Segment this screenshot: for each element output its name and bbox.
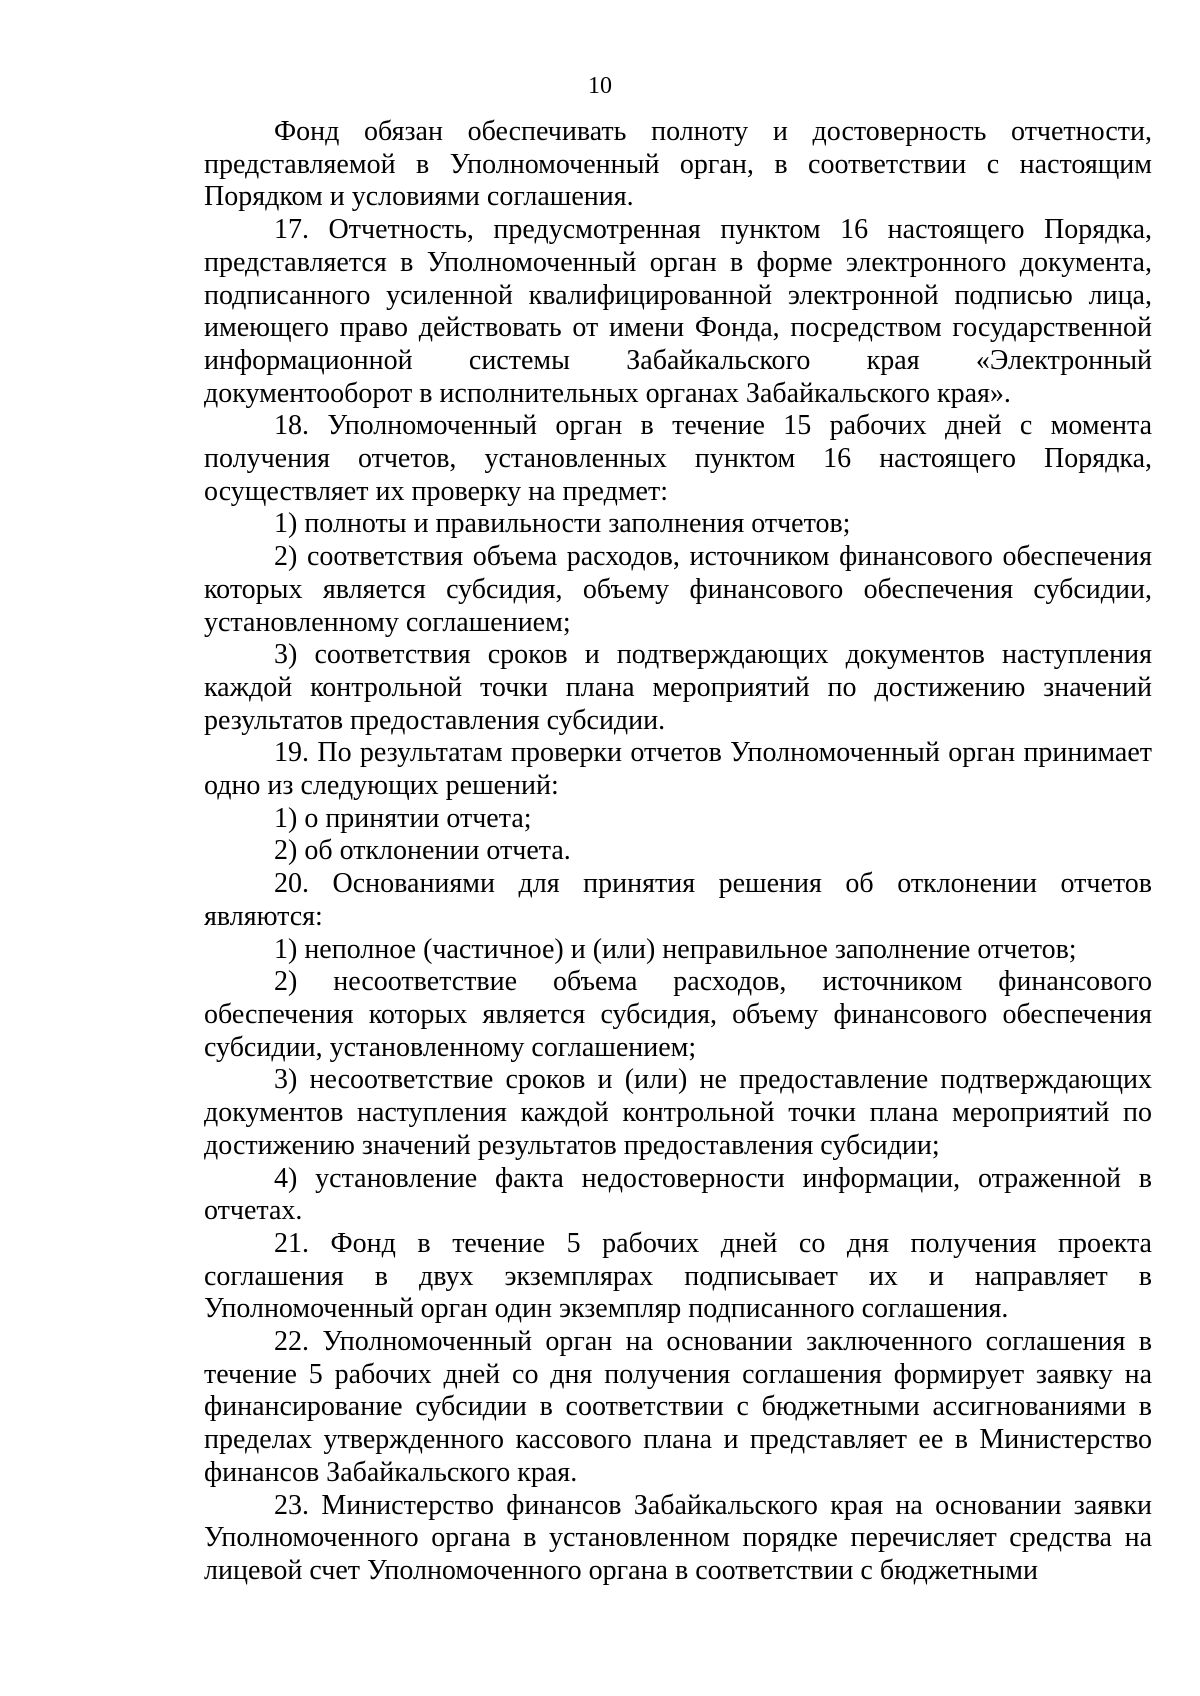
list-item-19-2: 2) об отклонении отчета.: [274, 835, 571, 867]
document-body: [204, 116, 1152, 1588]
paragraph-19: 19. По результатам проверки отчетов Уполномоченный орган принимает одно из следующих решений:: [204, 737, 1152, 802]
paragraph-23: 23. Министерство финансов Забайкальского края на основании заявки Уполномоченного органа в установленном порядке перечисляет средства на лицевой счет Уполномоченного органа в соответствии с бюджетными: [204, 1489, 1152, 1586]
page-number: 10: [588, 73, 612, 99]
list-item-19-1: 1) о принятии отчета;: [274, 802, 532, 834]
list-item-20-2: 2) несоответствие объема расходов, источником финансового обеспечения которых является субсидия, объему финансового обеспечения субсидии, установленному соглашением;: [204, 966, 1152, 1063]
list-item-20-3: 3) несоответствие сроков и (или) не предоставление подтверждающих документов наступления каждой контрольной точки плана мероприятий по достижению значений результатов предоставления субсидии;: [204, 1064, 1152, 1161]
list-item-20-1: 1) неполное (частичное) и (или) неправильное заполнение отчетов;: [274, 933, 1077, 965]
paragraph-21: 21. Фонд в течение 5 рабочих дней со дня получения проекта соглашения в двух экземплярах подписывает их и направляет в Уполномоченный орган один экземпляр подписанного соглашения.: [204, 1227, 1152, 1325]
paragraph-fund-reporting-obligation: Фонд обязан обеспечивать полноту и достоверность отчетности, представляемой в Уполномоченный орган, в соответствии с настоящим Порядком и условиями соглашения.: [204, 116, 1152, 213]
list-item-20-4: 4) установление факта недостоверности информации, отраженной в отчетах.: [204, 1162, 1152, 1227]
paragraph-22: 22. Уполномоченный орган на основании заключенного соглашения в течение 5 рабочих дней со дня получения соглашения формирует заявку на финансирование субсидии в соответствии с бюджетными ассигнованиями в пределах утвержденного кассового плана и представляет ее в Министерство финансов Забайкальского края.: [204, 1326, 1152, 1488]
list-item-18-3: 3) соответствия сроков и подтверждающих документов наступления каждой контрольной точки плана мероприятий по достижению значений результатов предоставления субсидии.: [204, 639, 1152, 736]
paragraph-18: 18. Уполномоченный орган в течение 15 рабочих дней с момента получения отчетов, установленных пунктом 16 настоящего Порядка, осуществляет их проверку на предмет:: [204, 410, 1152, 507]
paragraph-20: 20. Основаниями для принятия решения об отклонении отчетов являются:: [204, 868, 1152, 932]
list-item-18-1: 1) полноты и правильности заполнения отчетов;: [274, 508, 851, 540]
paragraph-17: 17. Отчетность, предусмотренная пунктом 16 настоящего Порядка, представляется в Уполномоченный орган в форме электронного документа, подписанного усиленной квалифицированной электронной подписью лица, имеющего право действовать от имени Фонда, посредством государственной информационной системы Забайкальского края «Электронный документооборот в исполнительных органах Забайкальского края».: [204, 214, 1152, 409]
list-item-18-2: 2) соответствия объема расходов, источником финансового обеспечения которых является субсидия, объему финансового обеспечения субсидии, установленному соглашением;: [204, 541, 1152, 638]
